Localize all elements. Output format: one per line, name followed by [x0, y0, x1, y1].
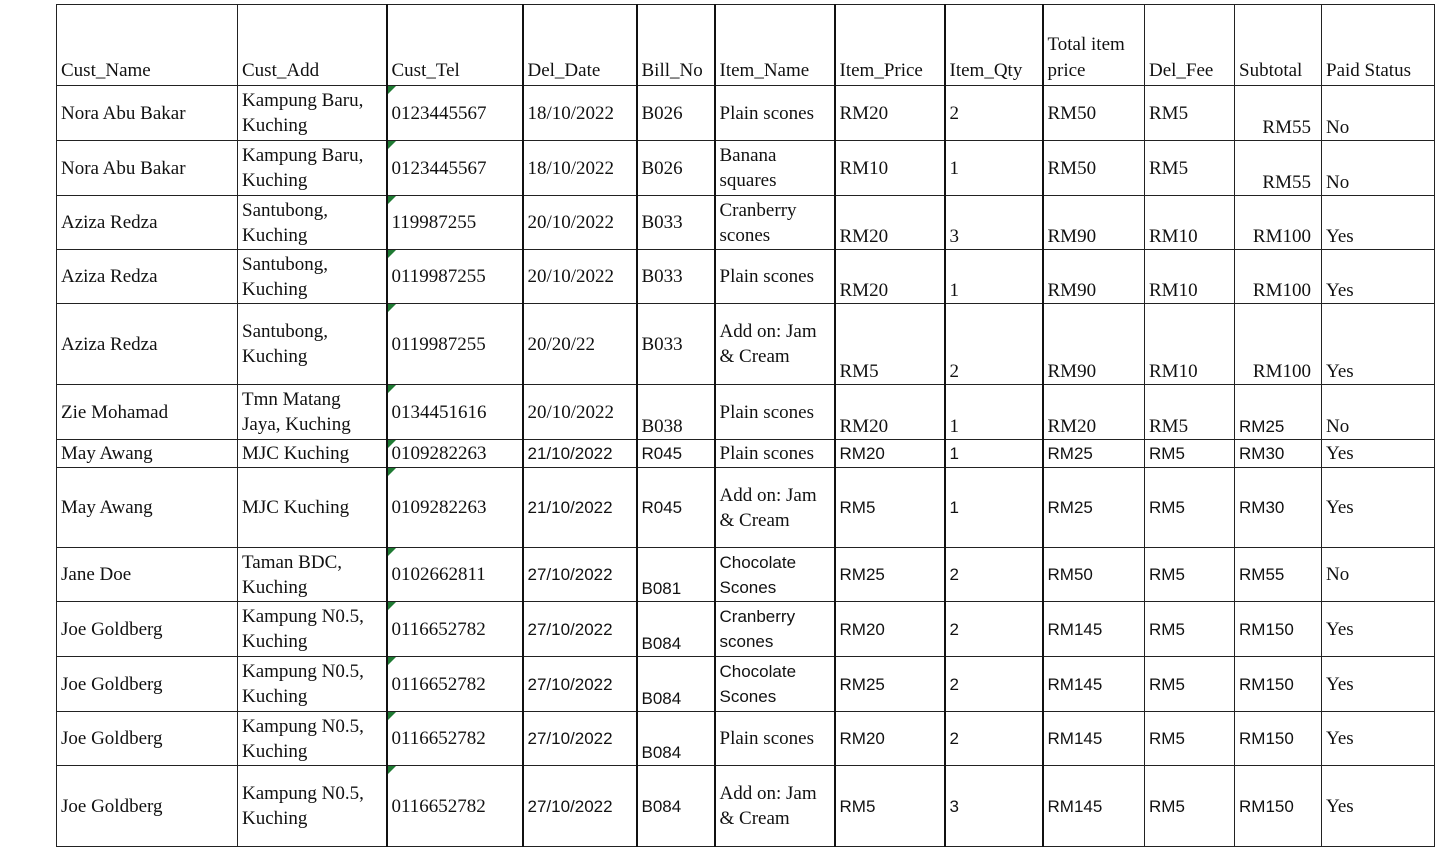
cell-item-name[interactable]: Plain scones: [715, 385, 835, 440]
cell-item-qty[interactable]: 2: [945, 602, 1043, 657]
header-row: [57, 5, 1435, 86]
cell-bill-no[interactable]: B081: [637, 548, 715, 602]
cell-cust-add[interactable]: Kampung N0.5, Kuching: [238, 766, 387, 847]
cell-subtotal[interactable]: RM30: [1235, 440, 1322, 468]
cell-total-item-price[interactable]: RM145: [1043, 712, 1145, 766]
cell-paid-status[interactable]: Yes: [1322, 657, 1435, 712]
cell-subtotal[interactable]: RM55: [1235, 141, 1322, 196]
cell-del-fee[interactable]: RM5: [1145, 548, 1235, 602]
cell-bill-no[interactable]: R045: [637, 440, 715, 468]
cell-cust-add[interactable]: Kampung N0.5, Kuching: [238, 602, 387, 657]
header-subtotal[interactable]: Subtotal: [1235, 5, 1322, 86]
cell-del-date[interactable]: 27/10/2022: [523, 548, 637, 602]
cell-total-item-price[interactable]: RM50: [1043, 86, 1145, 141]
cell-del-fee[interactable]: RM10: [1145, 196, 1235, 250]
cell-bill-no[interactable]: B026: [637, 86, 715, 141]
cell-cust-tel[interactable]: 0109282263: [387, 468, 523, 548]
table-row: [57, 385, 1435, 440]
header-item-name[interactable]: Item_Name: [715, 5, 835, 86]
cell-bill-no[interactable]: B084: [637, 657, 715, 712]
table-row: [57, 440, 1435, 468]
cell-cust-add[interactable]: Kampung N0.5, Kuching: [238, 712, 387, 766]
cell-paid-status[interactable]: Yes: [1322, 304, 1435, 385]
cell-paid-status[interactable]: Yes: [1322, 196, 1435, 250]
number-as-text-warning-icon: [388, 468, 396, 476]
cell-total-item-price[interactable]: RM145: [1043, 657, 1145, 712]
header-cust-tel[interactable]: Cust_Tel: [387, 5, 523, 86]
cell-item-price[interactable]: RM20: [835, 86, 945, 141]
cell-cust-name[interactable]: Nora Abu Bakar: [57, 141, 238, 196]
cell-cust-name[interactable]: Aziza Redza: [57, 250, 238, 304]
cell-total-item-price[interactable]: RM25: [1043, 440, 1145, 468]
cell-item-qty[interactable]: 2: [945, 304, 1043, 385]
cell-cust-add[interactable]: Kampung Baru, Kuching: [238, 141, 387, 196]
cell-subtotal[interactable]: RM55: [1235, 86, 1322, 141]
cell-item-name[interactable]: Chocolate Scones: [715, 657, 835, 712]
cell-subtotal[interactable]: RM150: [1235, 657, 1322, 712]
cell-del-date[interactable]: 21/10/2022: [523, 468, 637, 548]
cell-total-item-price[interactable]: RM50: [1043, 548, 1145, 602]
table-row: [57, 712, 1435, 766]
cell-paid-status[interactable]: Yes: [1322, 468, 1435, 548]
cell-del-date[interactable]: 27/10/2022: [523, 766, 637, 847]
table-row: [57, 766, 1435, 847]
table-row: [57, 250, 1435, 304]
header-del-fee[interactable]: Del_Fee: [1145, 5, 1235, 86]
cell-item-price[interactable]: RM25: [835, 548, 945, 602]
cell-cust-add[interactable]: Kampung Baru, Kuching: [238, 86, 387, 141]
cell-paid-status[interactable]: Yes: [1322, 712, 1435, 766]
cell-cust-name[interactable]: Joe Goldberg: [57, 712, 238, 766]
header-item-qty[interactable]: Item_Qty: [945, 5, 1043, 86]
cell-item-qty[interactable]: 1: [945, 250, 1043, 304]
cell-item-qty[interactable]: 2: [945, 86, 1043, 141]
cell-item-name[interactable]: Cranberry scones: [715, 602, 835, 657]
cell-del-date[interactable]: 18/10/2022: [523, 141, 637, 196]
cell-cust-name[interactable]: Joe Goldberg: [57, 657, 238, 712]
header-total-item-price[interactable]: Total item price: [1043, 5, 1145, 86]
cell-del-fee[interactable]: RM5: [1145, 440, 1235, 468]
cell-item-price[interactable]: RM25: [835, 657, 945, 712]
cell-del-date[interactable]: 20/10/2022: [523, 385, 637, 440]
cell-item-qty[interactable]: 3: [945, 196, 1043, 250]
cell-item-name[interactable]: Add on: Jam & Cream: [715, 468, 835, 548]
number-as-text-warning-icon: [388, 602, 396, 610]
cell-item-name[interactable]: Add on: Jam & Cream: [715, 304, 835, 385]
cell-item-qty[interactable]: 2: [945, 657, 1043, 712]
cell-cust-tel[interactable]: 0123445567: [387, 141, 523, 196]
cell-subtotal[interactable]: RM25: [1235, 385, 1322, 440]
orders-table: [56, 4, 1435, 847]
cell-item-price[interactable]: RM20: [835, 385, 945, 440]
cell-del-fee[interactable]: RM5: [1145, 712, 1235, 766]
cell-bill-no[interactable]: B084: [637, 766, 715, 847]
cell-del-date[interactable]: 20/10/2022: [523, 196, 637, 250]
number-as-text-warning-icon: [388, 141, 396, 149]
cell-cust-tel[interactable]: 0134451616: [387, 385, 523, 440]
cell-subtotal[interactable]: RM100: [1235, 250, 1322, 304]
table-row: [57, 196, 1435, 250]
cell-paid-status[interactable]: Yes: [1322, 440, 1435, 468]
cell-item-name[interactable]: Cranberry scones: [715, 196, 835, 250]
cell-subtotal[interactable]: RM100: [1235, 196, 1322, 250]
cell-cust-name[interactable]: Aziza Redza: [57, 304, 238, 385]
cell-item-price[interactable]: RM20: [835, 250, 945, 304]
cell-item-name[interactable]: Plain scones: [715, 440, 835, 468]
cell-bill-no[interactable]: R045: [637, 468, 715, 548]
cell-cust-add[interactable]: Santubong, Kuching: [238, 250, 387, 304]
cell-item-price[interactable]: RM20: [835, 602, 945, 657]
number-as-text-warning-icon: [388, 304, 396, 312]
cell-item-price[interactable]: RM20: [835, 196, 945, 250]
cell-paid-status[interactable]: Yes: [1322, 766, 1435, 847]
cell-cust-name[interactable]: May Awang: [57, 468, 238, 548]
number-as-text-warning-icon: [388, 440, 396, 448]
cell-item-price[interactable]: RM20: [835, 440, 945, 468]
table-row: [57, 86, 1435, 141]
cell-cust-add[interactable]: MJC Kuching: [238, 440, 387, 468]
cell-del-fee[interactable]: RM5: [1145, 385, 1235, 440]
header-del-date[interactable]: Del_Date: [523, 5, 637, 86]
cell-item-qty[interactable]: 2: [945, 548, 1043, 602]
table-row: [57, 468, 1435, 548]
cell-item-name[interactable]: Plain scones: [715, 712, 835, 766]
cell-subtotal[interactable]: RM150: [1235, 766, 1322, 847]
cell-item-price[interactable]: RM5: [835, 766, 945, 847]
cell-item-name[interactable]: Chocolate Scones: [715, 548, 835, 602]
cell-bill-no[interactable]: B026: [637, 141, 715, 196]
cell-total-item-price[interactable]: RM145: [1043, 766, 1145, 847]
cell-bill-no[interactable]: B084: [637, 602, 715, 657]
cell-cust-add[interactable]: Santubong, Kuching: [238, 196, 387, 250]
cell-del-fee[interactable]: RM5: [1145, 86, 1235, 141]
cell-del-fee[interactable]: RM5: [1145, 766, 1235, 847]
cell-paid-status[interactable]: No: [1322, 548, 1435, 602]
cell-cust-name[interactable]: Aziza Redza: [57, 196, 238, 250]
cell-cust-name[interactable]: Jane Doe: [57, 548, 238, 602]
cell-del-fee[interactable]: RM5: [1145, 657, 1235, 712]
cell-item-name[interactable]: Plain scones: [715, 86, 835, 141]
cell-total-item-price[interactable]: RM90: [1043, 196, 1145, 250]
cell-item-name[interactable]: Add on: Jam & Cream: [715, 766, 835, 847]
cell-cust-add[interactable]: Taman BDC, Kuching: [238, 548, 387, 602]
cell-paid-status[interactable]: No: [1322, 385, 1435, 440]
cell-item-qty[interactable]: 1: [945, 468, 1043, 548]
cell-total-item-price[interactable]: RM90: [1043, 250, 1145, 304]
cell-cust-tel[interactable]: 0109282263: [387, 440, 523, 468]
cell-item-name[interactable]: Banana squares: [715, 141, 835, 196]
table-row: [57, 141, 1435, 196]
cell-bill-no[interactable]: B038: [637, 385, 715, 440]
header-cust-name[interactable]: Cust_Name: [57, 5, 238, 86]
cell-cust-add[interactable]: Kampung N0.5, Kuching: [238, 657, 387, 712]
cell-del-date[interactable]: 27/10/2022: [523, 712, 637, 766]
number-as-text-warning-icon: [388, 548, 396, 556]
cell-paid-status[interactable]: Yes: [1322, 250, 1435, 304]
cell-cust-add[interactable]: MJC Kuching: [238, 468, 387, 548]
table-row: [57, 548, 1435, 602]
cell-cust-name[interactable]: Nora Abu Bakar: [57, 86, 238, 141]
cell-subtotal[interactable]: RM55: [1235, 548, 1322, 602]
cell-cust-name[interactable]: May Awang: [57, 440, 238, 468]
cell-cust-tel[interactable]: 0116652782: [387, 766, 523, 847]
cell-paid-status[interactable]: Yes: [1322, 602, 1435, 657]
table-row: [57, 602, 1435, 657]
cell-paid-status[interactable]: No: [1322, 141, 1435, 196]
number-as-text-warning-icon: [388, 86, 396, 94]
cell-total-item-price[interactable]: RM20: [1043, 385, 1145, 440]
cell-cust-name[interactable]: Joe Goldberg: [57, 602, 238, 657]
cell-item-qty[interactable]: 1: [945, 440, 1043, 468]
cell-item-price[interactable]: RM5: [835, 468, 945, 548]
cell-del-fee[interactable]: RM5: [1145, 141, 1235, 196]
cell-item-qty[interactable]: 1: [945, 141, 1043, 196]
cell-del-date[interactable]: 27/10/2022: [523, 602, 637, 657]
cell-del-fee[interactable]: RM5: [1145, 602, 1235, 657]
number-as-text-warning-icon: [388, 385, 396, 393]
cell-cust-tel[interactable]: 0102662811: [387, 548, 523, 602]
number-as-text-warning-icon: [388, 712, 396, 720]
cell-cust-tel[interactable]: 0116652782: [387, 602, 523, 657]
cell-item-qty[interactable]: 1: [945, 385, 1043, 440]
cell-subtotal[interactable]: RM150: [1235, 712, 1322, 766]
cell-cust-name[interactable]: Joe Goldberg: [57, 766, 238, 847]
cell-total-item-price[interactable]: RM90: [1043, 304, 1145, 385]
header-bill-no[interactable]: Bill_No: [637, 5, 715, 86]
cell-cust-add[interactable]: Santubong, Kuching: [238, 304, 387, 385]
cell-del-date[interactable]: 21/10/2022: [523, 440, 637, 468]
cell-del-fee[interactable]: RM10: [1145, 250, 1235, 304]
number-as-text-warning-icon: [388, 196, 396, 204]
cell-cust-tel[interactable]: 0116652782: [387, 712, 523, 766]
number-as-text-warning-icon: [388, 250, 396, 258]
cell-del-date[interactable]: 27/10/2022: [523, 657, 637, 712]
cell-bill-no[interactable]: B033: [637, 250, 715, 304]
cell-item-name[interactable]: Plain scones: [715, 250, 835, 304]
header-paid-status[interactable]: Paid Status: [1322, 5, 1435, 86]
cell-subtotal[interactable]: RM30: [1235, 468, 1322, 548]
table-row: [57, 304, 1435, 385]
header-cust-add[interactable]: Cust_Add: [238, 5, 387, 86]
cell-del-date[interactable]: 20/10/2022: [523, 250, 637, 304]
cell-bill-no[interactable]: B033: [637, 196, 715, 250]
cell-item-price[interactable]: RM10: [835, 141, 945, 196]
cell-bill-no[interactable]: B033: [637, 304, 715, 385]
number-as-text-warning-icon: [388, 766, 396, 774]
cell-cust-tel[interactable]: 0119987255: [387, 250, 523, 304]
cell-cust-tel[interactable]: 0119987255: [387, 304, 523, 385]
cell-item-price[interactable]: RM20: [835, 712, 945, 766]
cell-bill-no[interactable]: B084: [637, 712, 715, 766]
cell-item-price[interactable]: RM5: [835, 304, 945, 385]
cell-subtotal[interactable]: RM150: [1235, 602, 1322, 657]
table-row: [57, 657, 1435, 712]
cell-cust-add[interactable]: Tmn Matang Jaya, Kuching: [238, 385, 387, 440]
cell-del-fee[interactable]: RM10: [1145, 304, 1235, 385]
header-item-price[interactable]: Item_Price: [835, 5, 945, 86]
cell-total-item-price[interactable]: RM50: [1043, 141, 1145, 196]
cell-total-item-price[interactable]: RM25: [1043, 468, 1145, 548]
cell-del-date[interactable]: 18/10/2022: [523, 86, 637, 141]
cell-cust-tel[interactable]: 119987255: [387, 196, 523, 250]
cell-total-item-price[interactable]: RM145: [1043, 602, 1145, 657]
cell-paid-status[interactable]: No: [1322, 86, 1435, 141]
cell-subtotal[interactable]: RM100: [1235, 304, 1322, 385]
cell-item-qty[interactable]: 3: [945, 766, 1043, 847]
cell-del-fee[interactable]: RM5: [1145, 468, 1235, 548]
cell-cust-tel[interactable]: 0116652782: [387, 657, 523, 712]
cell-cust-name[interactable]: Zie Mohamad: [57, 385, 238, 440]
cell-del-date[interactable]: 20/20/22: [523, 304, 637, 385]
cell-item-qty[interactable]: 2: [945, 712, 1043, 766]
number-as-text-warning-icon: [388, 657, 396, 665]
cell-cust-tel[interactable]: 0123445567: [387, 86, 523, 141]
